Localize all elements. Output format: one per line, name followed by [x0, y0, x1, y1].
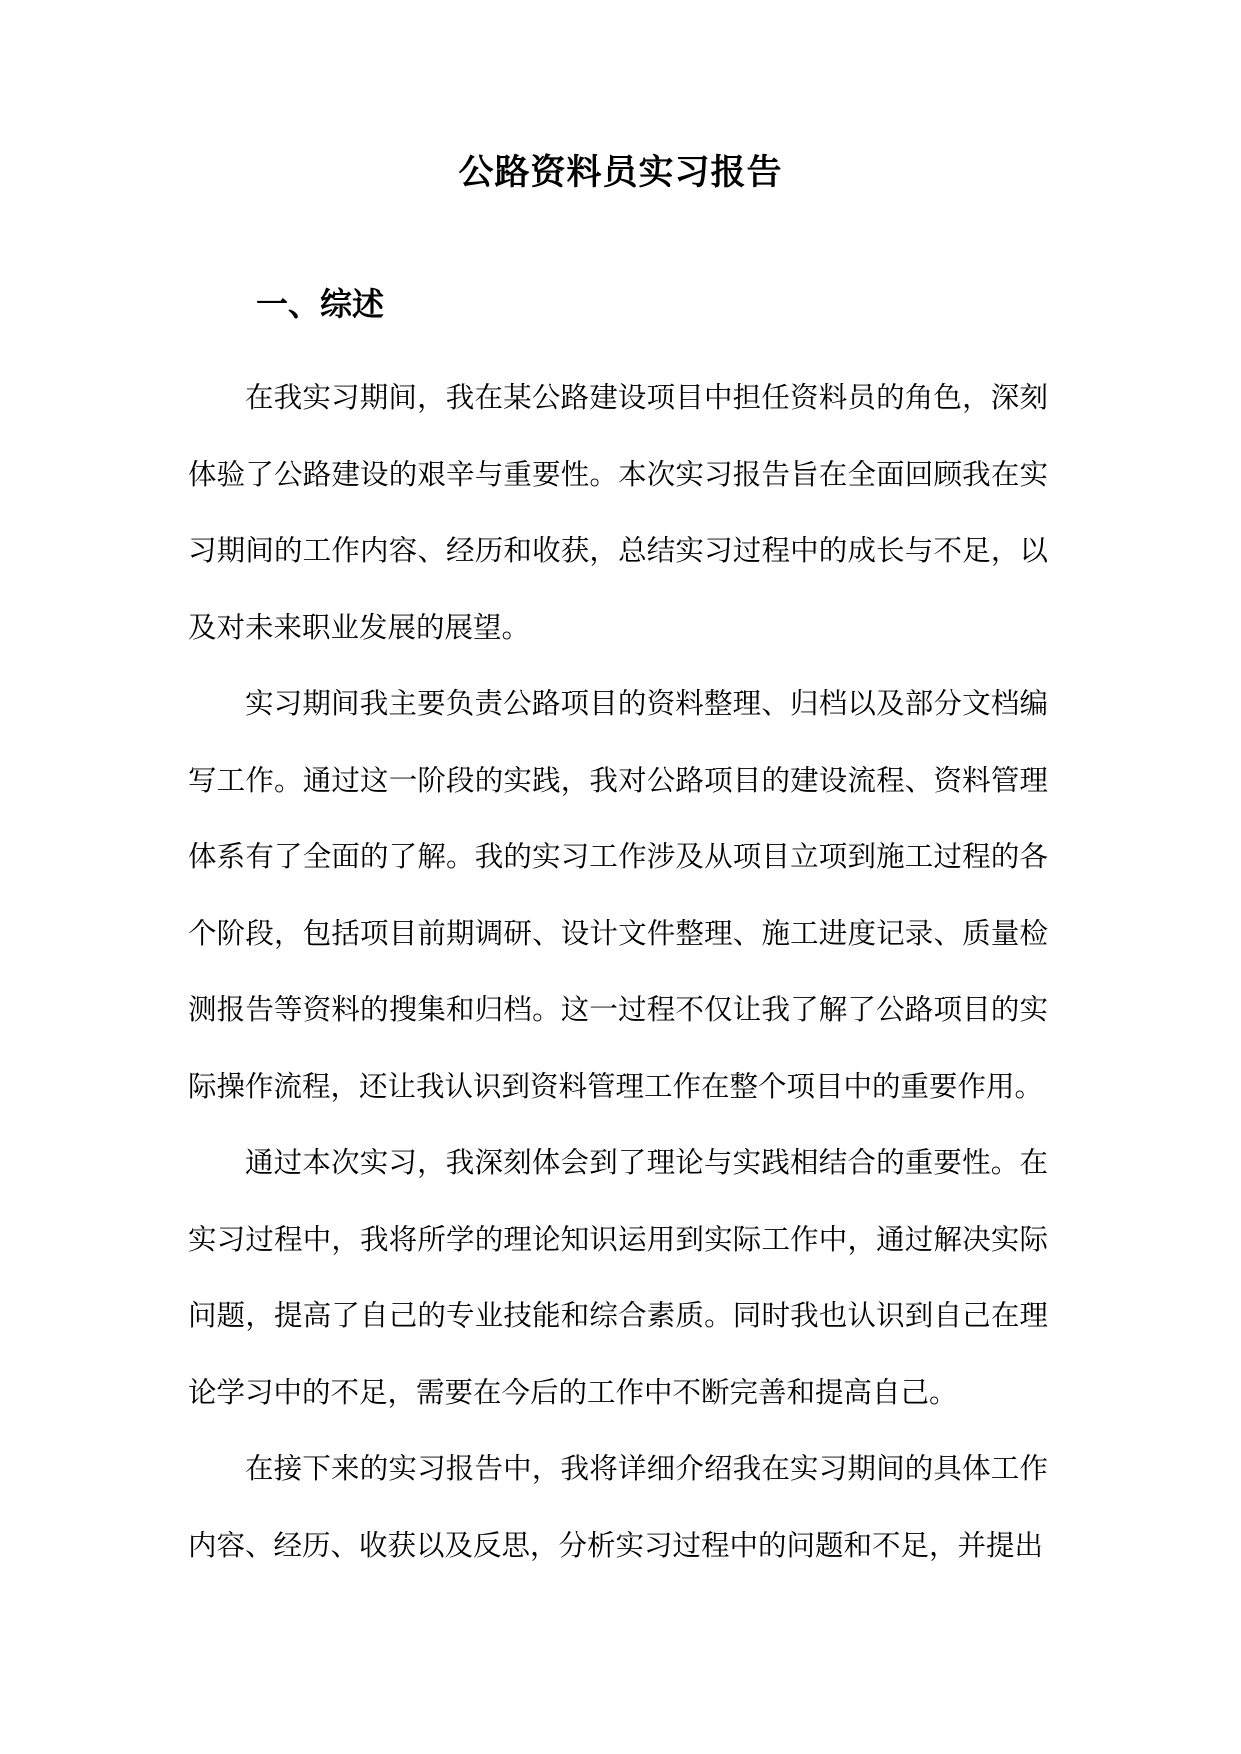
paragraph: 在我实习期间，我在某公路建设项目中担任资料员的角色，深刻体验了公路建设的艰辛与重要性。本次实习报告旨在全面回顾我在实习期间的工作内容、经历和收获，总结实习过程中的成长与不足，以及对未来职业发展的展望。	[188, 381, 1048, 644]
document-title: 公路资料员实习报告	[458, 153, 783, 193]
paragraph: 通过本次实习，我深刻体会到了理论与实践相结合的重要性。在实习过程中，我将所学的理论知识运用到实际工作中，通过解决实际问题，提高了自己的专业技能和综合素质。同时我也认识到自己在理论学习中的不足，需要在今后的工作中不断完善和提高自己。	[188, 1146, 1048, 1409]
section-heading: 一、综述	[256, 285, 385, 323]
paragraph: 实习期间我主要负责公路项目的资料整理、归档以及部分文档编写工作。通过这一阶段的实践，我对公路项目的建设流程、资料管理体系有了全面的了解。我的实习工作涉及从项目立项到施工过程的各个阶段，包括项目前期调研、设计文件整理、施工进度记录、质量检测报告等资料的搜集和归档。这一过程不仅让我了解了公路项目的实际操作流程，还让我认识到资料管理工作在整个项目中的重要作用。	[188, 687, 1048, 1103]
paragraph: 在接下来的实习报告中，我将详细介绍我在实习期间的具体工作内容、经历、收获以及反思，分析实习过程中的问题和不足，并提出	[188, 1452, 1048, 1562]
body-text	[188, 360, 1048, 1584]
